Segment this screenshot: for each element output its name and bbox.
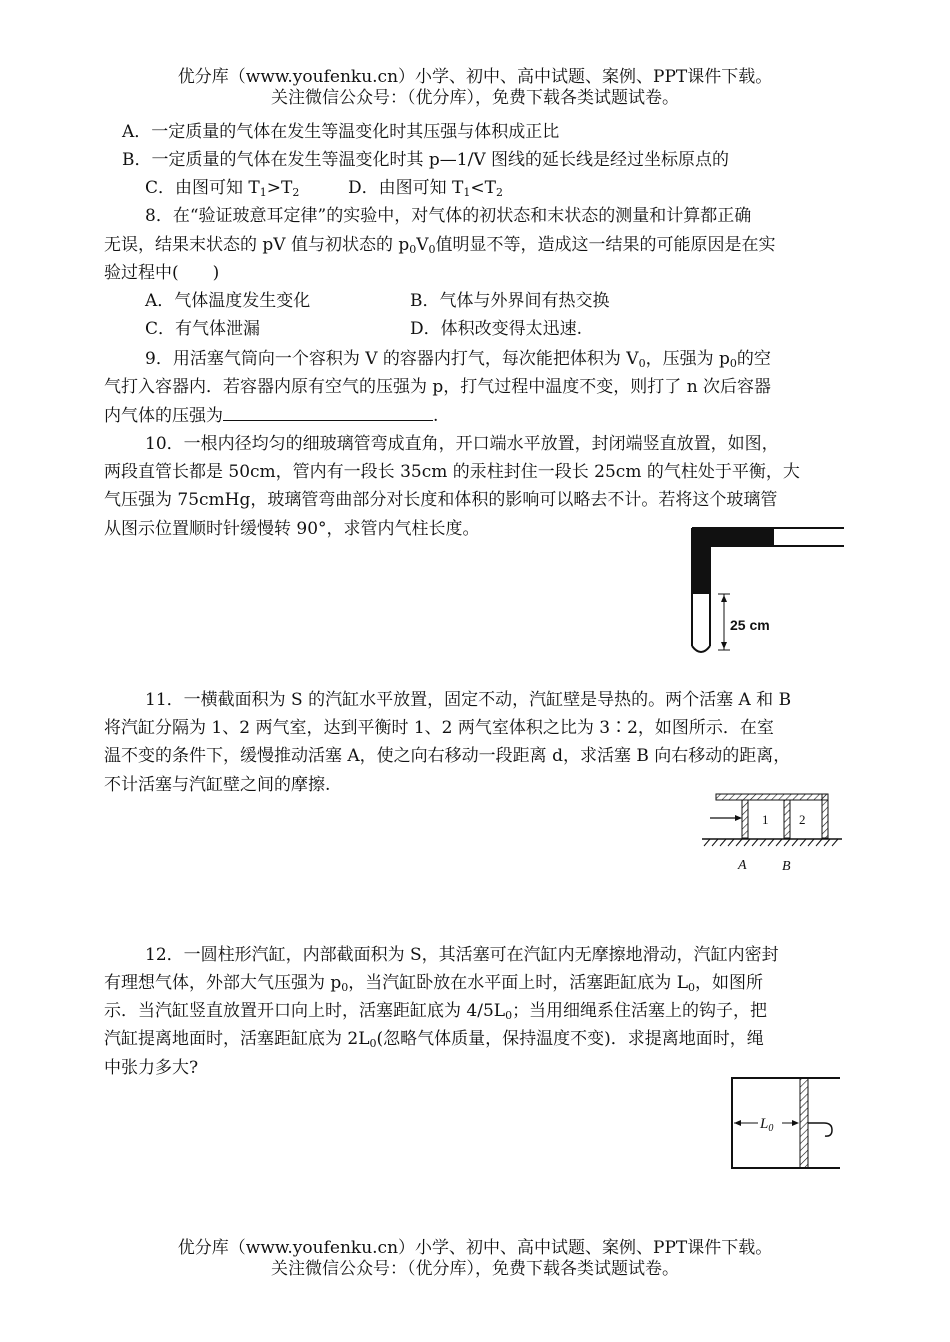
q11-line-1: 11．一横截面积为 S 的汽缸水平放置，固定不动，汽缸壁是导热的。两个活塞 A 和 B	[145, 690, 792, 710]
q12-line-3: 示．当汽缸竖直放置开口向上时，活塞距缸底为 $4/5L_0$；当用细绳系住活塞上的钩子，把	[104, 1001, 768, 1022]
q8-line-1: 8．在“验证玻意耳定律”的实验中，对气体的初状态和末状态的测量和计算都正确	[145, 206, 752, 226]
piston-b	[784, 800, 790, 838]
piston-a	[742, 800, 748, 838]
q8-option-b: B．气体与外界间有热交换	[410, 291, 610, 311]
header-line-1: 优分库（www.youfenku.cn）小学、初中、高中试题、案例、PPT课件下载。	[177, 67, 773, 87]
q7-option-d: D．由图可知 $T_1<T_2$	[348, 178, 503, 199]
answer-blank	[223, 404, 433, 421]
cylinder-hook-figure	[728, 1074, 844, 1174]
q7-option-c: C．由图可知 $T_1>T_2$	[145, 178, 300, 199]
q7-option-b: B．一定质量的气体在发生等温变化时其 p—1/V 图线的延长线是经过坐标原点的	[122, 150, 730, 170]
q12-line-4: 汽缸提离地面时，活塞距缸底为 $2L_0$(忽略气体质量，保持温度不变)．求提离地面时，绳	[104, 1029, 764, 1050]
mercury-vertical	[692, 528, 710, 594]
q7-option-a: A．一定质量的气体在发生等温变化时其压强与体积成正比	[122, 122, 560, 142]
footer-line-1: 优分库（www.youfenku.cn）小学、初中、高中试题、案例、PPT课件下载。	[177, 1238, 773, 1258]
q9-line-3: 内气体的压强为 .	[104, 406, 439, 426]
cylinder-pistons-figure	[696, 790, 846, 876]
q11-line-2: 将汽缸分隔为 1、2 两气室，达到平衡时 1、2 两气室体积之比为 3∶2，如图所示．在室	[104, 718, 774, 738]
q8-option-a: A．气体温度发生变化	[145, 291, 311, 311]
q11-line-3: 温不变的条件下，缓慢推动活塞 A，使之向右移动一段距离 d，求活塞 B 向右移动的距离，	[104, 746, 791, 766]
q12-line-1: 12．一圆柱形汽缸，内部截面积为 S，其活塞可在汽缸内无摩擦地滑动，汽缸内密封	[145, 945, 779, 965]
q10-line-4: 从图示位置顺时针缓慢转 90°，求管内气柱长度。	[104, 519, 480, 539]
piston-a-label: A	[738, 858, 747, 873]
header-line-2: 关注微信公众号：（优分库），免费下载各类试题试卷。	[271, 88, 679, 108]
chamber-1-label: 1	[762, 812, 769, 827]
q8-option-c: C．有气体泄漏	[145, 319, 261, 339]
bent-tube-figure	[688, 526, 848, 660]
q9-line-2: 气打入容器内．若容器内原有空气的压强为 p，打气过程中温度不变，则打了 n 次后容器	[104, 377, 772, 397]
q9-line-1: 9．用活塞气筒向一个容积为 V 的容器内打气，每次能把体积为 $V_0$，压强为 $p_0$的空	[145, 349, 771, 370]
q8-option-d: D．体积改变得太迅速.	[410, 319, 583, 339]
piston	[800, 1078, 808, 1168]
q10-line-3: 气压强为 75cmHg，玻璃管弯曲部分对长度和体积的影响可以略去不计。若将这个玻璃管	[104, 490, 778, 510]
q10-line-1: 10．一根内径均匀的细玻璃管弯成直角，开口端水平放置，封闭端竖直放置，如图，	[145, 434, 779, 454]
length-label: $L_0$	[760, 1116, 774, 1134]
q11-line-4: 不计活塞与汽缸壁之间的摩擦.	[104, 775, 331, 795]
q12-line-5: 中张力多大?	[104, 1058, 199, 1078]
dimension-label: 25 cm	[730, 617, 770, 633]
hook-icon	[824, 1123, 832, 1136]
q8-line-3: 验过程中( )	[104, 263, 220, 283]
footer-line-2: 关注微信公众号：（优分库），免费下载各类试题试卷。	[271, 1259, 679, 1279]
q12-line-2: 有理想气体，外部大气压强为 $p_0$，当汽缸卧放在水平面上时，活塞距缸底为 $L_0$，如图所	[104, 973, 763, 994]
q8-line-2: 无误，结果末状态的 pV 值与初状态的 $p_0V_0$值明显不等，造成这一结果的可能原因是在实	[104, 235, 776, 256]
chamber-2-label: 2	[799, 812, 806, 827]
piston-b-label: B	[782, 859, 791, 874]
q10-line-2: 两段直管长都是 50cm，管内有一段长 35cm 的汞柱封住一段长 25cm 的气柱处于平衡，大	[104, 462, 800, 482]
